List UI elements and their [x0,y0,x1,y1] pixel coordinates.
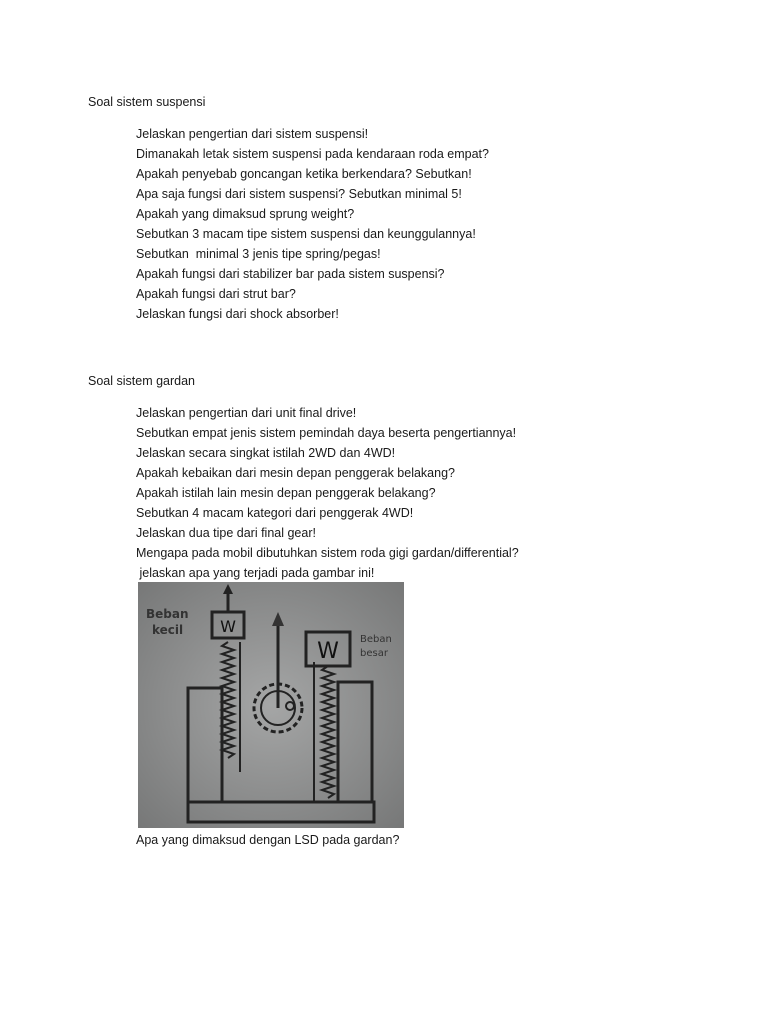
differential-diagram-figure [138,582,404,828]
figure-label-beban-besar-2: besar [360,648,388,659]
section-title-gardan: Soal sistem gardan [88,374,196,388]
large-weight-label: W [317,639,339,664]
document-page: Soal sistem suspensi Jelaskan pengertian dari sistem suspensi! Dimanakah letak sistem suspensi pada kendaraan roda empat? Apakah penyebab goncangan ketika berkendara? Sebutkan! Apa saja fungsi dari sistem suspensi? Sebutkan minimal 5! Apakah yang dimaksud sprung weight? Sebutkan 3 macam tipe sistem suspensi dan keunggulannya! Sebutkan minimal 3 jenis tipe spring/pegas! Apakah fungsi dari stabilizer bar pada sistem suspensi? Apakah fungsi dari strut bar? Jelaskan fungsi dari shock absorber! Soal sistem gardan Jelaskan pengertian dari unit final drive! Sebutkan empat jenis sistem pemindah daya beserta pengertiannya! Jelaskan secara singkat istilah 2WD dan 4WD! Apakah kebaikan dari mesin depan penggerak belakang? Apakah istilah lain mesin depan penggerak belakang? Sebutkan 4 macam kategori dari penggerak 4WD! Jelaskan dua tipe dari final gear! Mengapa pada mobil dibutuhkan sistem roda gigi gardan/differential? jelaskan apa yang terjadi pada gambar ini! W W Beban kecil Beban besar Apa yang dimaksud dengan LSD pada gardan? [88,95,519,847]
figure-label-beban-kecil-1: Beban [146,607,189,621]
figure-label-beban-kecil-2: kecil [152,623,184,637]
small-weight-label: W [220,617,236,636]
section-title-suspensi: Soal sistem suspensi [88,95,206,109]
figure-label-beban-besar-1: Beban [360,634,392,645]
differential-diagram [138,582,404,828]
